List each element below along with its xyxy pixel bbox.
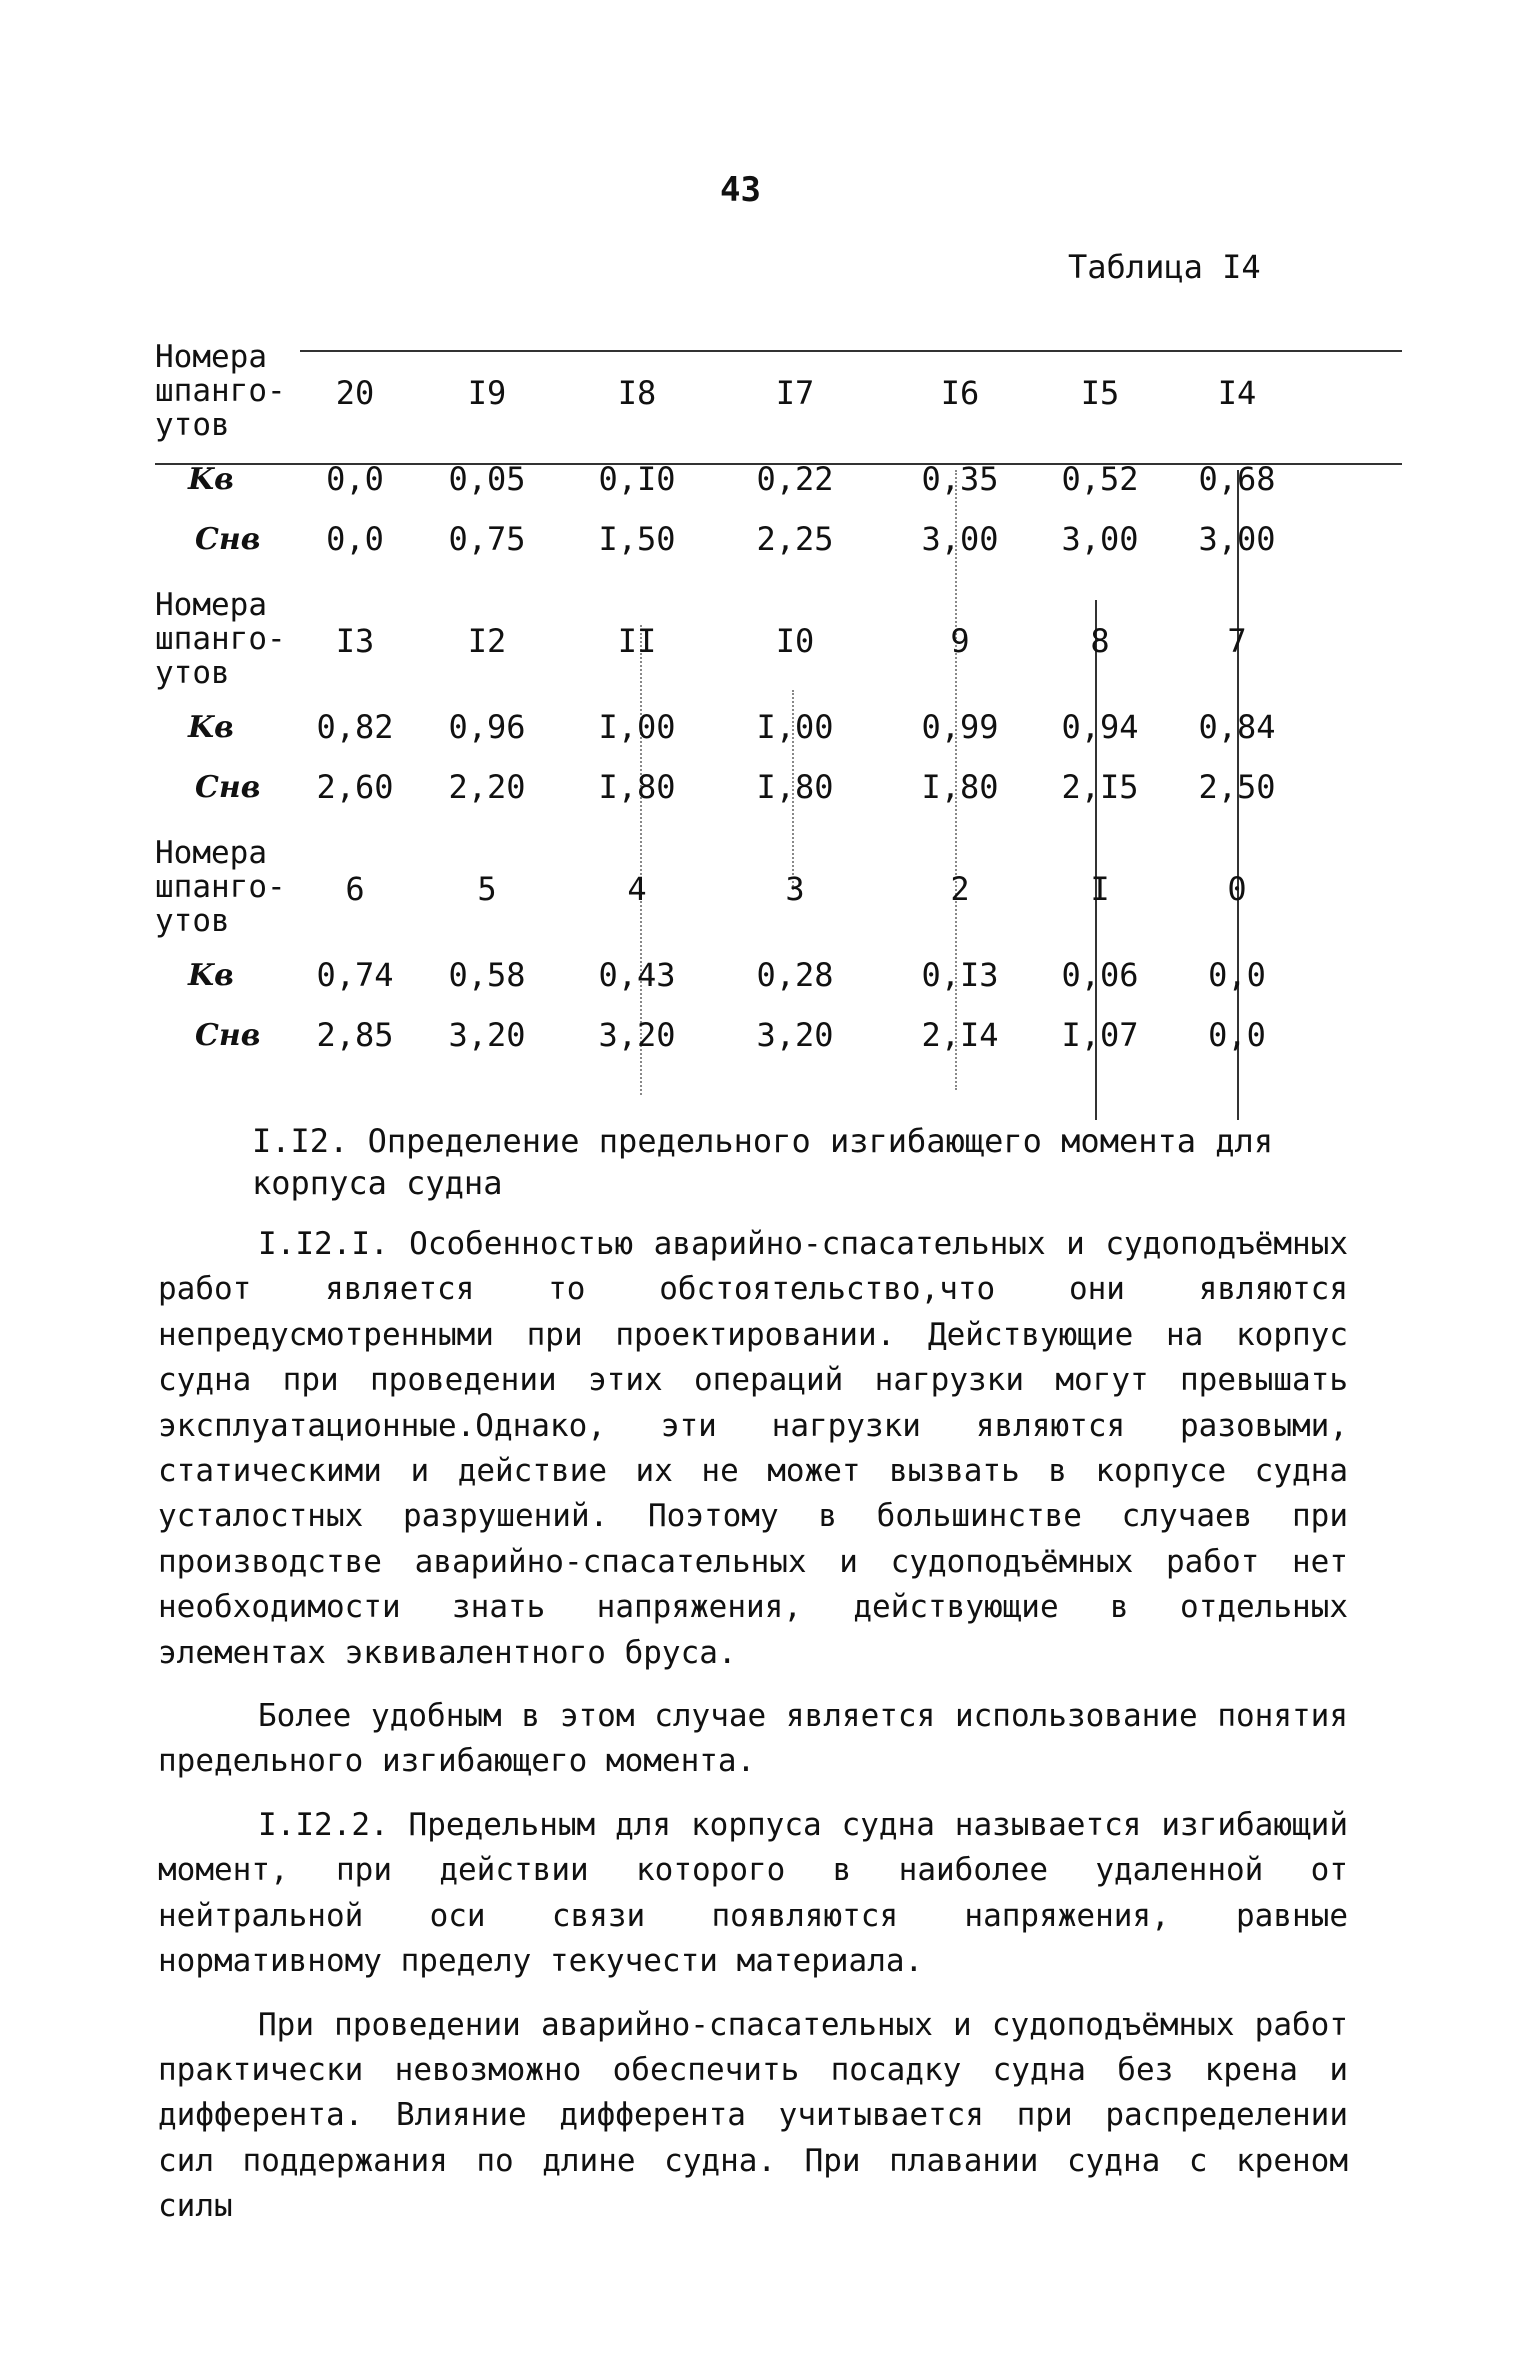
k-value-cell: 0,84 [1198,708,1276,746]
frame-number-cell: 8 [1090,622,1110,660]
c-row-label: Cнв [195,770,261,805]
table-caption: Таблица I4 [1068,248,1261,286]
k-value-cell: I,00 [598,708,676,746]
c-value-cell: 0,0 [1208,1016,1266,1054]
k-value-cell: 0,82 [316,708,394,746]
paragraph: При проведении аварийно-спасательных и судоподъёмных работ практически невозможно обеспечить посадку судна без крена и дифферента. Влияние дифферента учитывается при распределении сил поддержания по длине судна. При плавании судна с креном силы [158,2006,1348,2225]
k-value-cell: 0,43 [598,956,676,994]
c-value-cell: 2,I5 [1061,768,1139,806]
c-value-cell: 3,20 [756,1016,834,1054]
row-header-label: Номера шпанго-утов [155,339,286,443]
c-value-cell: I,80 [598,768,676,806]
k-value-cell: I,00 [756,708,834,746]
k-value-cell: 0,I0 [598,460,676,498]
frame-number-cell: I3 [335,622,375,660]
k-row-label: Kв [188,710,234,745]
frame-number-cell: 0 [1227,870,1247,908]
c-value-cell: I,50 [598,520,676,558]
section-heading: I.I2. Определение предельного изгибающего момента для корпуса судна [252,1122,1274,1202]
c-value-cell: 3,00 [921,520,999,558]
k-value-cell: 0,0 [1208,956,1266,994]
frame-number-cell: I8 [617,374,657,412]
frame-number-cell: I5 [1080,374,1120,412]
k-value-cell: 0,94 [1061,708,1139,746]
c-value-cell: 3,00 [1198,520,1276,558]
k-value-cell: 0,I3 [921,956,999,994]
k-value-cell: 0,74 [316,956,394,994]
frame-number-cell: 6 [345,870,365,908]
frame-number-cell: 2 [950,870,970,908]
frame-number-cell: II [617,622,657,660]
frame-number-cell: I0 [775,622,815,660]
c-value-cell: 3,20 [448,1016,526,1054]
frame-number-cell: I [1090,870,1110,908]
paragraph: I.I2.I. Особенностью аварийно-спасательных и судоподъёмных работ является то обстоятельство,что они являются непредусмотренными при проектировании. Действующие на корпус судна при проведении этих операций нагрузки могут превышать эксплуатационные.Однако, эти нагрузки являются разовыми, статическими и действие их не может вызвать в корпусе судна усталостных разрушений. Поэтому в большинстве случаев при производстве аварийно-спасательных и судоподъёмных работ нет необходимости знать напряжения, действующие в отдельных элементах эквивалентного бруса. [158,1226,1348,1671]
frame-number-cell: 5 [477,870,497,908]
c-value-cell: 0,75 [448,520,526,558]
row-header-label: Номера шпанго-утов [155,835,286,939]
paragraph: I.I2.2. Предельным для корпуса судна называется изгибающий момент, при действии которого в наиболее удаленной от нейтральной оси связи появляются напряжения, равные нормативному пределу текучести материала. [158,1806,1348,1980]
table-top-rule [300,350,1402,352]
c-value-cell: 2,I4 [921,1016,999,1054]
k-value-cell: 0,52 [1061,460,1139,498]
c-value-cell: I,07 [1061,1016,1139,1054]
k-value-cell: 0,96 [448,708,526,746]
frame-number-cell: 9 [950,622,970,660]
c-value-cell: 2,50 [1198,768,1276,806]
body-text [158,1222,1348,2248]
frame-number-cell: I9 [467,374,507,412]
k-value-cell: 0,58 [448,956,526,994]
frame-number-cell: I4 [1217,374,1257,412]
c-value-cell: 3,20 [598,1016,676,1054]
c-value-cell: I,80 [756,768,834,806]
c-value-cell: 2,60 [316,768,394,806]
frame-number-cell: I2 [467,622,507,660]
k-value-cell: 0,06 [1061,956,1139,994]
k-value-cell: 0,0 [326,460,384,498]
frame-number-cell: 4 [627,870,647,908]
c-row-label: Cнв [195,1018,261,1053]
c-value-cell: 2,85 [316,1016,394,1054]
frame-number-cell: I7 [775,374,815,412]
page-number: 43 [720,170,761,210]
k-value-cell: 0,05 [448,460,526,498]
paragraph: Более удобным в этом случае является использование понятия предельного изгибающего момента. [158,1698,1348,1780]
k-row-label: Kв [188,462,234,497]
k-value-cell: 0,28 [756,956,834,994]
frame-number-cell: 7 [1227,622,1247,660]
frame-number-cell: I6 [940,374,980,412]
c-value-cell: 2,20 [448,768,526,806]
row-header-label: Номера шпанго-утов [155,587,286,691]
c-value-cell: 0,0 [326,520,384,558]
c-row-label: Cнв [195,522,261,557]
c-value-cell: 3,00 [1061,520,1139,558]
k-value-cell: 0,68 [1198,460,1276,498]
k-value-cell: 0,99 [921,708,999,746]
c-value-cell: I,80 [921,768,999,806]
c-value-cell: 2,25 [756,520,834,558]
frame-number-cell: 20 [335,374,375,412]
frame-number-cell: 3 [785,870,805,908]
k-row-label: Kв [188,958,234,993]
k-value-cell: 0,22 [756,460,834,498]
k-value-cell: 0,35 [921,460,999,498]
